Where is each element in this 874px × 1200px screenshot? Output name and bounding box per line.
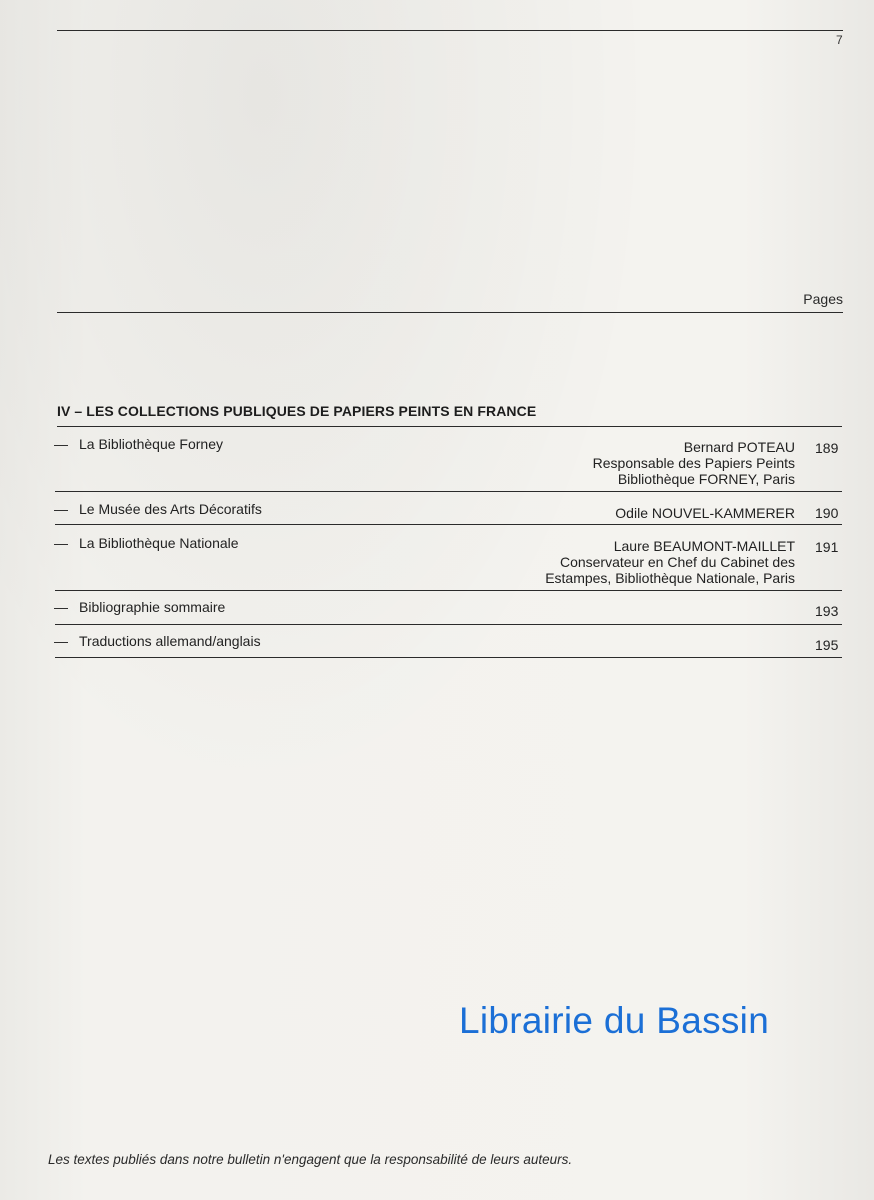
- entry-author: [545, 538, 795, 586]
- pages-rule: [57, 312, 843, 313]
- author-line: Conservateur en Chef du Cabinet des: [559, 554, 795, 570]
- entry-divider: [55, 590, 842, 591]
- author-line: Odile NOUVEL-KAMMERER: [615, 505, 795, 521]
- header-rule: [57, 30, 843, 31]
- entry-dash: —: [54, 535, 68, 551]
- section-title: IV – LES COLLECTIONS PUBLIQUES DE PAPIERS PEINTS EN FRANCE: [57, 403, 537, 419]
- entry-label: La Bibliothèque Nationale: [79, 535, 239, 551]
- bookseller-watermark: Librairie du Bassin: [459, 1000, 770, 1041]
- entry-label: Traductions allemand/anglais: [79, 633, 261, 649]
- entry-author: [593, 439, 795, 487]
- author-line: Laure BEAUMONT-MAILLET: [613, 538, 795, 554]
- footer-disclaimer: Les textes publiés dans notre bulletin n'engagent que la responsabilité de leurs auteurs.: [48, 1152, 573, 1167]
- section-rule: [57, 426, 842, 427]
- entry-page-number: 190: [815, 505, 839, 521]
- entry-page-number: 189: [815, 440, 839, 456]
- entry-page-number: 195: [815, 637, 839, 653]
- entry-dash: —: [54, 436, 68, 452]
- entry-page-number: 193: [815, 603, 839, 619]
- entry-dash: —: [54, 501, 68, 517]
- entry-dash: —: [54, 633, 68, 649]
- author-line: Bernard POTEAU: [683, 439, 795, 455]
- pages-column-label: Pages: [803, 291, 843, 307]
- entry-divider: [55, 524, 842, 525]
- author-line: Estampes, Bibliothèque Nationale, Paris: [545, 570, 795, 586]
- entry-label: Bibliographie sommaire: [79, 599, 226, 615]
- author-line: Bibliothèque FORNEY, Paris: [617, 471, 795, 487]
- entry-label: La Bibliothèque Forney: [79, 436, 223, 452]
- entry-dash: —: [54, 599, 68, 615]
- entry-divider: [55, 491, 842, 492]
- entry-divider: [55, 624, 842, 625]
- entry-divider: [55, 657, 842, 658]
- author-line: Responsable des Papiers Peints: [592, 455, 795, 471]
- entry-label: Le Musée des Arts Décoratifs: [79, 501, 262, 517]
- entry-author: [615, 505, 795, 521]
- page-number: 7: [836, 33, 843, 47]
- entry-page-number: 191: [815, 539, 839, 555]
